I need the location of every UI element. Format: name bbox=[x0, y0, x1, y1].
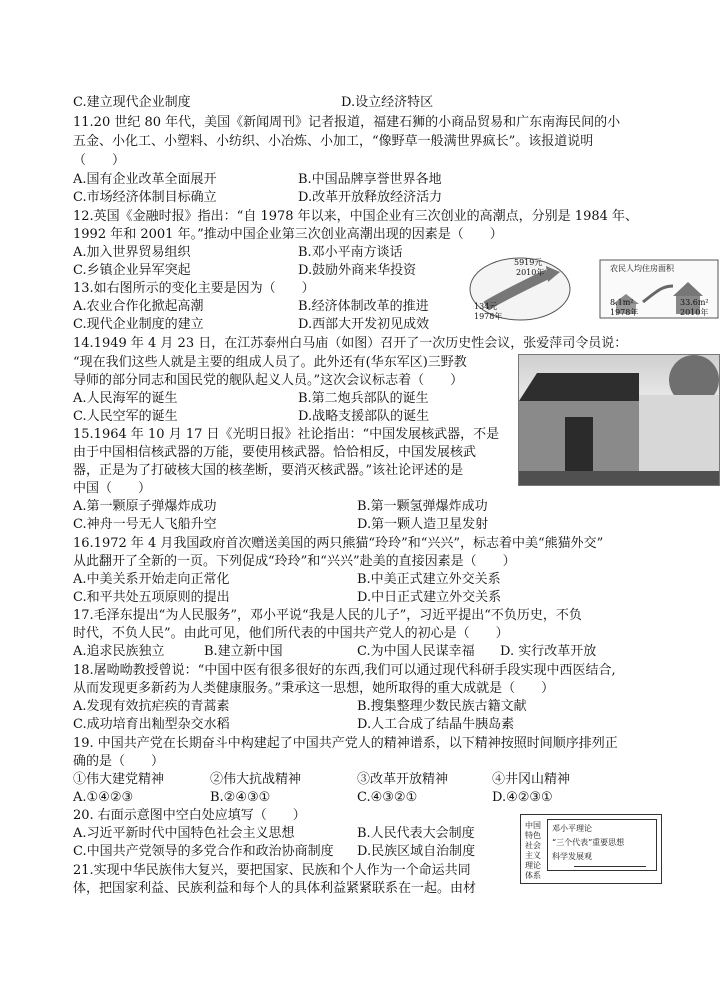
q20-diagram-item-3: 科学发展观 bbox=[552, 852, 592, 861]
q11-option-d: D.改革开放释放经济活力 bbox=[298, 190, 443, 205]
q13-fig-right-title: 农民人均住房面积 bbox=[610, 264, 674, 273]
q19-item-1: ①伟大建党精神 bbox=[73, 772, 165, 787]
q16-option-b: B.中美正式建立外交关系 bbox=[357, 572, 501, 587]
q19-item-4: ④井冈山精神 bbox=[492, 772, 571, 787]
q13-fig-right-year-1978: 1978年 bbox=[610, 308, 639, 317]
q12-option-a: A.加入世界贸易组织 bbox=[73, 245, 191, 260]
q11-option-b: B.中国品牌享誉世界各地 bbox=[298, 172, 442, 187]
q17-option-b: B.建立新中国 bbox=[204, 644, 283, 659]
q16-option-a: A.中美关系开始走向正常化 bbox=[73, 572, 230, 587]
q15-option-b: B.第一颗氢弹爆炸成功 bbox=[357, 499, 488, 514]
q13-fig-value-1978: 134元 bbox=[474, 302, 498, 311]
q19-item-2: ②伟大抗战精神 bbox=[210, 772, 302, 787]
q20-diagram-blank-line bbox=[574, 866, 646, 867]
q21-stem-line1: 21.实现中华民族伟大复兴，要把国家、民族和个人作为一个命运共同 bbox=[73, 863, 471, 878]
q19-stem-line1: 19. 中国共产党在长期奋斗中构建起了中国共产党人的精神谱系，以下精神按照时间顺序排列正 bbox=[73, 736, 618, 751]
q20-stem: 20. 右面示意图中空白处应填写（ ） bbox=[73, 808, 306, 823]
q14-stem-line3: 导师的部分同志和国民党的舰队起义人员。”这次会议标志着（ ） bbox=[73, 373, 464, 388]
q15-stem-line4: 中国（ ） bbox=[73, 481, 152, 496]
q13-figure bbox=[468, 256, 720, 322]
q20-option-c: C.中国共产党领导的多党合作和政治协商制度 bbox=[73, 844, 334, 859]
q12-option-c: C.乡镇企业异军突起 bbox=[73, 263, 191, 278]
q13-option-b: B.经济体制改革的推进 bbox=[298, 299, 429, 314]
q14-option-a: A.人民海军的诞生 bbox=[73, 391, 178, 406]
q16-option-d: D.中日正式建立外交关系 bbox=[357, 590, 502, 605]
q15-option-a: A.第一颗原子弹爆炸成功 bbox=[73, 499, 217, 514]
q20-diagram-inner-box bbox=[547, 819, 657, 871]
q12-option-b: B.邓小平南方谈话 bbox=[298, 245, 403, 260]
photo-ground bbox=[519, 471, 719, 485]
q13-fig-right-year-2010: 2010年 bbox=[680, 308, 709, 317]
q20-option-b: B.人民代表大会制度 bbox=[357, 826, 475, 841]
q13-option-a: A.农业合作化掀起高潮 bbox=[73, 299, 204, 314]
q14-stem-line2: “现在我们这些人就是主要的组成人员了。此外还有(华东军区)三野教 bbox=[73, 355, 467, 370]
q12-option-d: D.鼓励外商来华投资 bbox=[298, 263, 417, 278]
q13-stem: 13.如右图所示的变化主要是因为（ ） bbox=[73, 281, 315, 296]
q15-option-d: D.第一颗人造卫星发射 bbox=[357, 517, 489, 532]
q18-option-b: B.搜集整理少数民族古籍文献 bbox=[357, 699, 527, 714]
q14-option-d: D.战略支援部队的诞生 bbox=[298, 409, 430, 424]
q17-stem-line2: 时代，不负人民”。由此可见，他们所代表的中国共产党人的初心是（ ） bbox=[73, 626, 509, 641]
q18-option-d: D.人工合成了结晶牛胰岛素 bbox=[357, 717, 515, 732]
photo-door bbox=[565, 417, 593, 471]
q11-stem-line3: （ ） bbox=[73, 153, 126, 168]
q17-option-c: C.为中国人民谋幸福 bbox=[357, 644, 475, 659]
q15-stem-line3: 器，正是为了打破核大国的核垄断，要消灭核武器。”该社论评述的是 bbox=[73, 463, 464, 478]
q15-stem-line2: 由于中国相信核武器的万能，要使用核武器。恰恰相反，中国发展核武 bbox=[73, 445, 477, 460]
q16-stem-line1: 16.1972 年 4 月我国政府首次赠送美国的两只熊猫“玲玲”和“兴兴”，标志着中美“熊猫外交” bbox=[73, 536, 604, 551]
q12-stem-line2: 1992 年和 2001 年。”推动中国企业第三次创业高潮出现的因素是（ ） bbox=[73, 227, 503, 242]
q18-option-c: C.成功培育出籼型杂交水稻 bbox=[73, 717, 230, 732]
q15-stem-line1: 15.1964 年 10 月 17 日《光明日报》社论指出：“中国发展核武器，不是 bbox=[73, 427, 500, 442]
q18-option-a: A.发现有效抗疟疾的青蒿素 bbox=[73, 699, 230, 714]
q20-option-d: D.民族区域自治制度 bbox=[357, 844, 476, 859]
q19-option-d: D.④②③① bbox=[492, 790, 553, 805]
q13-option-d: D.西部大开发初见成效 bbox=[298, 317, 430, 332]
q20-diagram bbox=[520, 814, 662, 884]
q14-option-c: C.人民空军的诞生 bbox=[73, 409, 178, 424]
q13-fig-year-2010: 2010年 bbox=[516, 268, 545, 277]
q17-option-a: A.追求民族独立 bbox=[73, 644, 165, 659]
q10-option-c: C.建立现代企业制度 bbox=[73, 95, 191, 110]
q19-stem-line2: 确的是（ ） bbox=[73, 754, 165, 769]
q16-stem-line2: 从此翻开了全新的一页。下列促成“玲玲”和“兴兴”赴美的直接因素是（ ） bbox=[73, 554, 516, 569]
q20-option-a: A.习近平新时代中国特色社会主义思想 bbox=[73, 826, 295, 841]
q14-option-b: B.第二炮兵部队的诞生 bbox=[298, 391, 429, 406]
q21-stem-line2: 体，把国家利益、民族利益和每个人的具体利益紧紧联系在一起。由材 bbox=[73, 881, 477, 896]
q13-fig-value-2010: 5919元 bbox=[514, 258, 543, 267]
q12-stem-line1: 12.英国《金融时报》指出：“自 1978 年以来，中国企业有三次创业的高潮点，分别是 1984 年、 bbox=[73, 209, 639, 224]
q19-option-c: C.④③②① bbox=[357, 790, 418, 805]
q13-option-c: C.现代企业制度的建立 bbox=[73, 317, 204, 332]
q20-diagram-item-2: “三个代表”重要思想 bbox=[552, 838, 625, 847]
q11-stem-line1: 11.20 世纪 80 年代，美国《新闻周刊》记者报道，福建石狮的小商品贸易和广东南海民间的小 bbox=[73, 115, 621, 130]
q19-option-a: A.①④②③ bbox=[73, 790, 134, 805]
q10-option-d: D.设立经济特区 bbox=[341, 95, 434, 110]
q13-fig-right-value-2010: 33.6m² bbox=[680, 298, 709, 307]
q20-diagram-left-label: 中国特色社会主义理论体系 bbox=[525, 821, 541, 880]
q14-stem-line1: 14.1949 年 4 月 23 日，在江苏泰州白马庙（如图）召开了一次历史性会议，张爱萍司令员说： bbox=[73, 336, 628, 351]
q18-stem-line2: 从而发现更多新药为人类健康服务。”秉承这一思想，她所取得的重大成就是（ ） bbox=[73, 681, 555, 696]
q20-diagram-item-1: 邓小平理论 bbox=[552, 824, 592, 833]
q11-stem-line2: 五金、小化工、小塑料、小纺织、小冶炼、小加工，“像野草一般满世界疯长”。该报道说明 bbox=[73, 134, 594, 149]
photo-side-wall bbox=[639, 395, 719, 471]
q11-option-a: A.国有企业改革全面展开 bbox=[73, 172, 217, 187]
q19-item-3: ③改革开放精神 bbox=[357, 772, 449, 787]
q11-option-c: C.市场经济体制目标确立 bbox=[73, 190, 217, 205]
q17-option-d: D. 实行改革开放 bbox=[500, 644, 597, 659]
photo-roof bbox=[519, 373, 639, 401]
q13-fig-right-value-1978: 8.1m² bbox=[610, 298, 634, 307]
q19-option-b: B.②④③① bbox=[210, 790, 271, 805]
baimamiao-photo bbox=[518, 354, 720, 486]
q13-fig-year-1978: 1978年 bbox=[474, 312, 503, 321]
q16-option-c: C.和平共处五项原则的提出 bbox=[73, 590, 230, 605]
q15-option-c: C.神舟一号无人飞船升空 bbox=[73, 517, 217, 532]
q18-stem-line1: 18.屠呦呦教授曾说：“中国中医有很多很好的东西,我们可以通过现代科研手段实现中西医结合, bbox=[73, 663, 616, 678]
q17-stem-line1: 17.毛泽东提出“为人民服务”，邓小平说“我是人民的儿子”，习近平提出“不负历史，不负 bbox=[73, 608, 582, 623]
